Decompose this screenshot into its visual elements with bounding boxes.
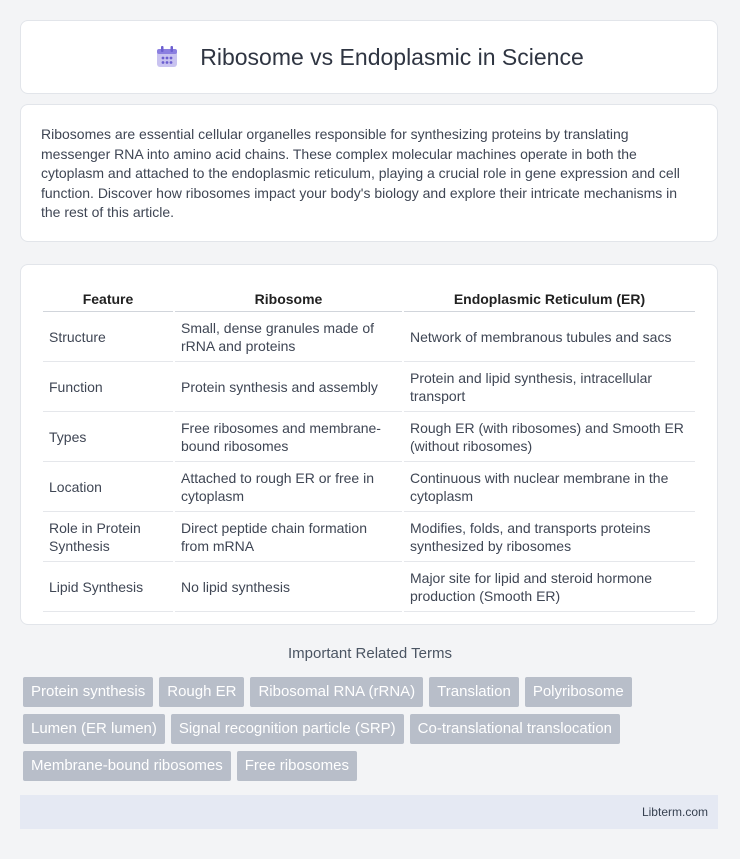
table-cell: Location — [43, 464, 173, 512]
table-row — [43, 314, 695, 362]
intro-text: Ribosomes are essential cellular organelles responsible for synthesizing proteins by translating messenger RNA into amino acid chains. These complex molecular machines operate in both the cytoplasm and attached to the endoplasmic reticulum, playing a crucial role in gene expression and cell function. Discover how ribosomes impact your body's biology and explore their intricate mechanisms in the rest of this article. — [41, 126, 680, 221]
table-row — [43, 414, 695, 462]
comparison-card — [20, 264, 718, 625]
table-row — [43, 564, 695, 612]
term-tag[interactable]: Protein synthesis — [23, 677, 153, 707]
table-cell: Attached to rough ER or free in cytoplasm — [175, 464, 402, 512]
term-tag[interactable]: Lumen (ER lumen) — [23, 714, 165, 744]
table-cell: Function — [43, 364, 173, 412]
table-cell: Continuous with nuclear membrane in the cytoplasm — [404, 464, 695, 512]
table-cell: Structure — [43, 314, 173, 362]
term-tag[interactable]: Rough ER — [159, 677, 244, 707]
term-tag[interactable]: Polyribosome — [525, 677, 632, 707]
page-title: Ribosome vs Endoplasmic in Science — [200, 43, 584, 70]
table-cell: Modifies, folds, and transports proteins synthesized by ribosomes — [404, 514, 695, 562]
term-tag[interactable]: Signal recognition particle (SRP) — [171, 714, 404, 744]
related-terms-list — [23, 677, 723, 781]
header-ribosome: Ribosome — [175, 287, 402, 312]
table-cell: Network of membranous tubules and sacs — [404, 314, 695, 362]
term-tag[interactable]: Co-translational translocation — [410, 714, 620, 744]
table-cell: Free ribosomes and membrane-bound ribosomes — [175, 414, 402, 462]
title-card — [20, 20, 718, 94]
table-cell: No lipid synthesis — [175, 564, 402, 612]
intro-card — [20, 104, 718, 242]
table-row — [43, 514, 695, 562]
header-er: Endoplasmic Reticulum (ER) — [404, 287, 695, 312]
table-cell: Small, dense granules made of rRNA and proteins — [175, 314, 402, 362]
term-tag[interactable]: Translation — [429, 677, 519, 707]
table-cell: Role in Protein Synthesis — [43, 514, 173, 562]
term-tag[interactable]: Free ribosomes — [237, 751, 357, 781]
calendar-icon — [154, 44, 180, 70]
table-row — [43, 464, 695, 512]
related-terms-title: Important Related Terms — [288, 645, 452, 662]
table-cell: Types — [43, 414, 173, 462]
footer — [20, 795, 718, 829]
table-header-row — [43, 287, 695, 312]
header-feature: Feature — [43, 287, 173, 312]
table-cell: Protein and lipid synthesis, intracellular transport — [404, 364, 695, 412]
comparison-table — [41, 285, 697, 614]
table-cell: Lipid Synthesis — [43, 564, 173, 612]
table-cell: Major site for lipid and steroid hormone production (Smooth ER) — [404, 564, 695, 612]
table-row — [43, 364, 695, 412]
term-tag[interactable]: Ribosomal RNA (rRNA) — [250, 677, 423, 707]
table-cell: Protein synthesis and assembly — [175, 364, 402, 412]
footer-site-link[interactable]: Libterm.com — [641, 805, 708, 819]
term-tag[interactable]: Membrane-bound ribosomes — [23, 751, 231, 781]
table-cell: Rough ER (with ribosomes) and Smooth ER (without ribosomes) — [404, 414, 695, 462]
table-cell: Direct peptide chain formation from mRNA — [175, 514, 402, 562]
